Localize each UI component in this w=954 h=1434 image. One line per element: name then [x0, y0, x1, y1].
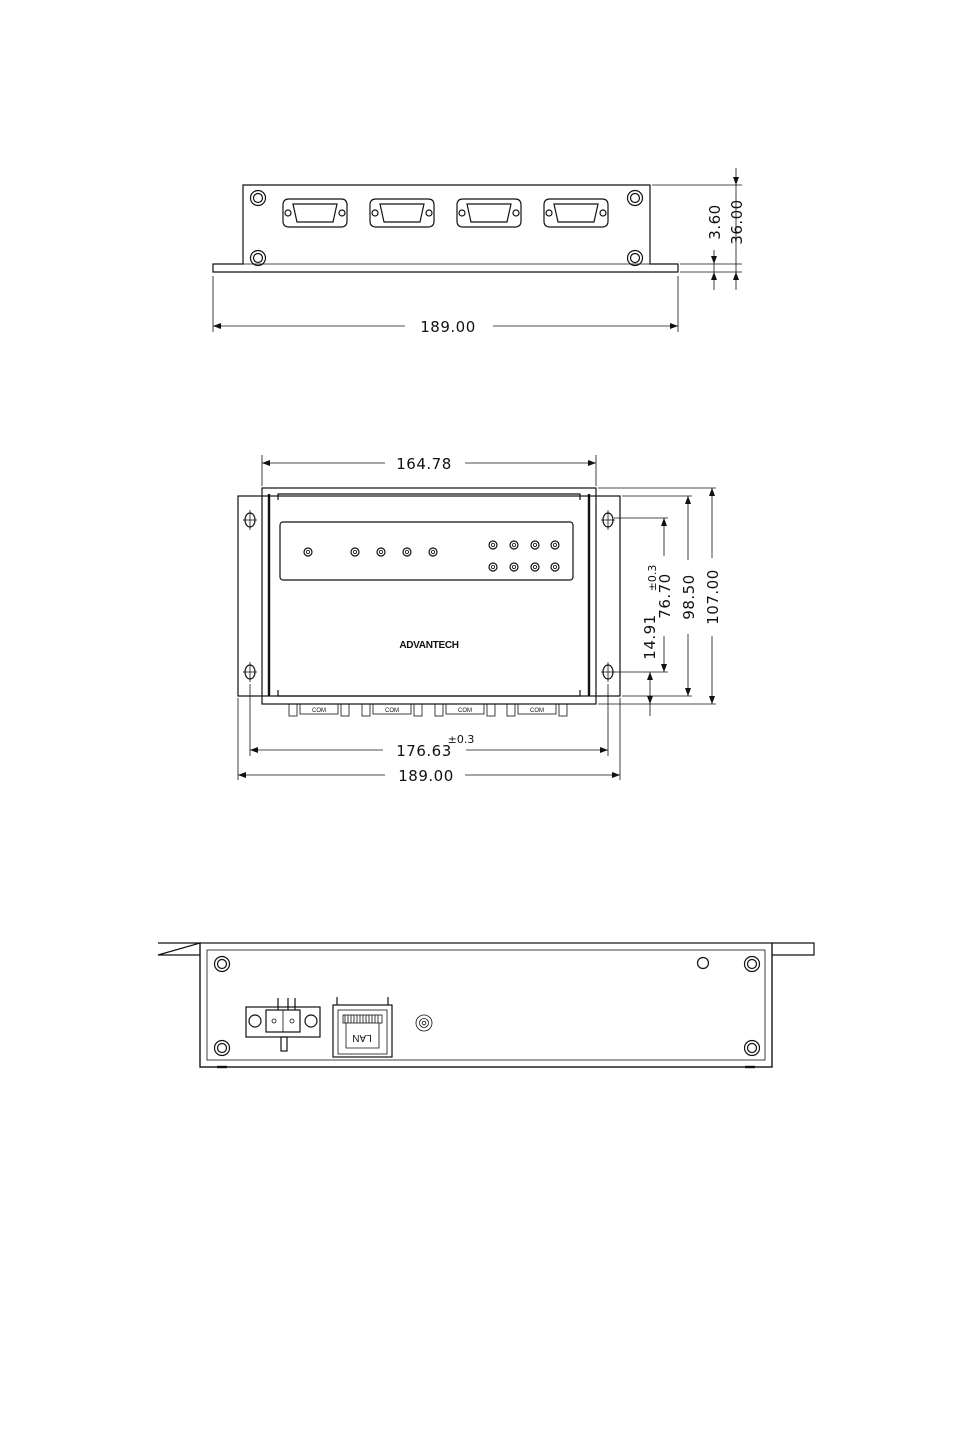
com-connector-2 — [362, 704, 422, 716]
top-view-housing — [262, 488, 596, 704]
lan-label: LAN — [352, 1032, 372, 1043]
front-view — [213, 168, 746, 336]
led-icon — [489, 563, 497, 571]
rear-view-housing — [158, 943, 814, 1067]
com-label: COM — [530, 708, 544, 714]
top-view-flange — [238, 496, 620, 696]
screw-icon — [628, 251, 643, 266]
screw-icon — [215, 1041, 230, 1056]
led-icon — [489, 541, 497, 549]
dim-total-depth: 107.00 — [704, 569, 722, 625]
com-connector-1 — [289, 704, 349, 716]
ground-hole-icon — [698, 958, 709, 969]
led-icon — [531, 541, 539, 549]
brand-logo: ADVANTECH — [399, 640, 459, 651]
led-icon — [551, 563, 559, 571]
dim-hole-spacing-tolerance: ±0.3 — [447, 733, 475, 746]
screw-icon — [745, 1041, 760, 1056]
led-icon — [510, 563, 518, 571]
com-label: COM — [385, 708, 399, 714]
led-icon — [377, 548, 385, 556]
screw-icon — [251, 191, 266, 206]
com-connector-3 — [435, 704, 495, 716]
power-terminal-icon — [246, 998, 320, 1051]
top-view — [238, 455, 722, 785]
db9-connector-icon — [544, 199, 608, 227]
led-icon — [403, 548, 411, 556]
db9-connector-icon — [457, 199, 521, 227]
dim-inner-width: 164.78 — [396, 455, 452, 473]
reset-button-icon — [416, 1015, 432, 1031]
screw-icon — [251, 251, 266, 266]
rear-view — [158, 943, 814, 1067]
dim-body-depth: 98.50 — [680, 574, 698, 620]
screw-icon — [628, 191, 643, 206]
screw-icon — [745, 957, 760, 972]
dim-hole-pitch: 76.70 — [656, 573, 674, 619]
led-icon — [351, 548, 359, 556]
led-icon — [551, 541, 559, 549]
com-connector-4 — [507, 704, 567, 716]
com-label: COM — [312, 708, 326, 714]
led-icon — [304, 548, 312, 556]
led-icon — [531, 563, 539, 571]
mounting-slot-icon — [243, 662, 257, 682]
dim-hole-offset: 14.91 — [641, 614, 659, 660]
led-icon — [429, 548, 437, 556]
dim-hole-spacing: 176.63 — [396, 742, 452, 760]
db9-connector-icon — [283, 199, 347, 227]
mounting-slot-icon — [601, 510, 615, 530]
led-panel — [280, 522, 573, 580]
com-label: COM — [458, 708, 472, 714]
mounting-slot-icon — [601, 662, 615, 682]
dim-front-flange: 3.60 — [706, 204, 724, 240]
front-view-housing — [213, 185, 678, 272]
led-icon — [510, 541, 518, 549]
dim-front-width: 189.00 — [420, 318, 476, 336]
screw-icon — [215, 957, 230, 972]
dim-hole-pitch-tolerance: ±0.3 — [646, 564, 659, 592]
dim-total-width: 189.00 — [398, 767, 454, 785]
dim-front-height: 36.00 — [728, 199, 746, 245]
db9-connector-icon — [370, 199, 434, 227]
lan-port-icon — [333, 997, 392, 1057]
mounting-slot-icon — [243, 510, 257, 530]
